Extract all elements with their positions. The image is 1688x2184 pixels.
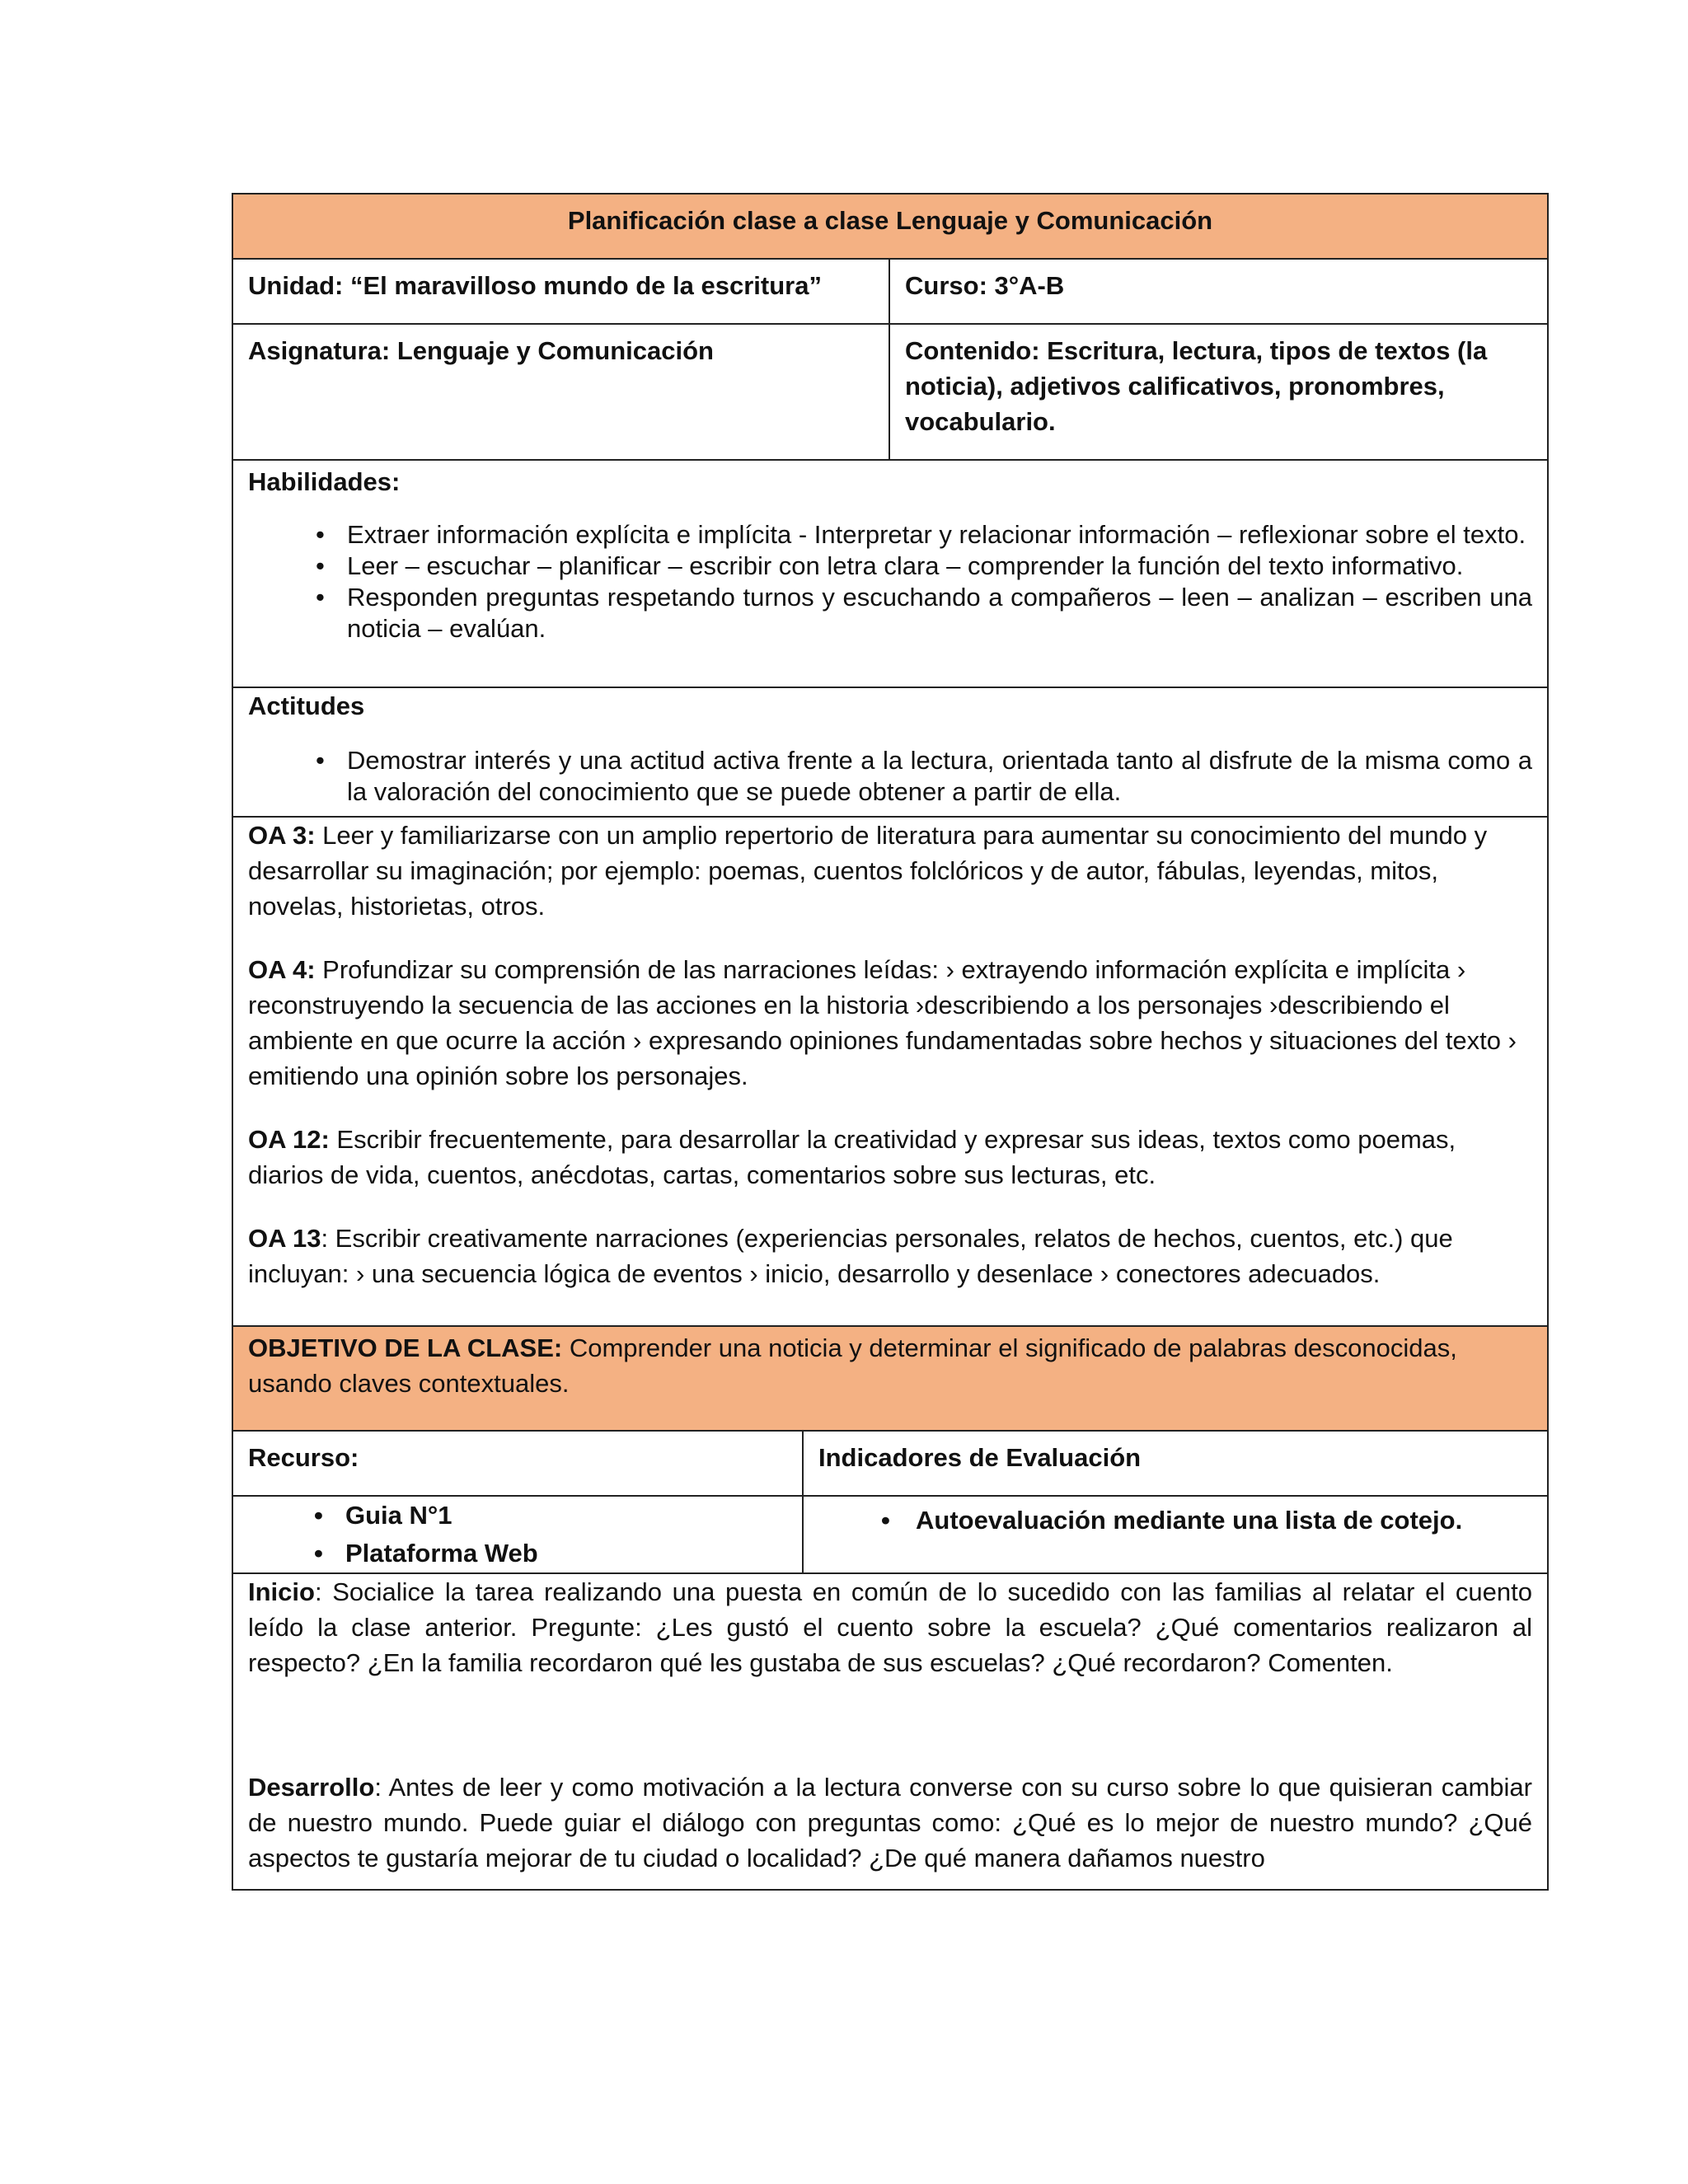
oa-code: OA 12: [248, 1125, 330, 1154]
skills-cell [233, 461, 1547, 687]
oa-text: : Escribir creativamente narraciones (experiencias personales, relatos de hechos, cuentos, etc.) que incluyan: › una secuencia lógica de eventos › inicio, desarrollo y desenlace › conectores adecuados. [248, 1224, 1453, 1288]
unit-cell: Unidad: “El maravilloso mundo de la escritura” [248, 271, 822, 300]
resources-items-row [233, 1497, 1549, 1574]
list-item: • Responden preguntas respetando turnos y escuchando a compañeros – leen – analizan – escriben una noticia – evalúan. [248, 582, 1532, 644]
course-cell: Curso: 3°A-B [889, 260, 1547, 323]
indicators-list [818, 1505, 1532, 1536]
list-item: • Leer – escuchar – planificar – escribir con letra clara – comprender la función del texto informativo. [248, 551, 1532, 582]
oa-paragraph [248, 952, 1532, 1094]
subject-row [233, 325, 1549, 461]
class-objective-text: Comprender una noticia y determinar el significado de palabras desconocidas, usando claves contextuales. [248, 1333, 1457, 1398]
oa-text: Profundizar su comprensión de las narraciones leídas: › extrayendo información explícita e implícita › reconstruyendo la secuencia de las acciones en la historia ›describiendo a los personajes ›describiendo el ambiente en que ocurre la acción › expresando opiniones fundamentadas sobre hechos y situaciones del texto › emitiendo una opinión sobre los personajes. [248, 955, 1517, 1090]
oa-text: Escribir frecuentemente, para desarrollar la creatividad y expresar sus ideas, textos como poemas, diarios de vida, cuentos, anécdotas, cartas, comentarios sobre sus lecturas, etc. [248, 1125, 1456, 1189]
class-objective-cell [233, 1327, 1547, 1430]
lesson-plan-table [232, 193, 1549, 1891]
attitudes-cell [233, 688, 1547, 816]
list-item: • Guia N°1 [248, 1497, 787, 1535]
class-objective-row [233, 1327, 1549, 1432]
sequence-cell [233, 1574, 1547, 1889]
oa-code: OA 3: [248, 821, 316, 850]
list-item: • Extraer información explícita e implícita - Interpretar y relacionar información – reflexionar sobre el texto. [248, 519, 1532, 551]
objectives-cell [233, 818, 1547, 1325]
skills-list [248, 519, 1532, 644]
sequence-row [233, 1574, 1549, 1891]
page-title: Planificación clase a clase Lenguaje y Comunicación [233, 194, 1547, 258]
oa-paragraph [248, 1221, 1532, 1291]
skills-heading: Habilidades: [248, 467, 401, 496]
class-objective-label: OBJETIVO DE LA CLASE: [248, 1333, 563, 1362]
title-row [233, 194, 1549, 260]
attitudes-heading: Actitudes [248, 691, 365, 720]
content-cell: Contenido: Escritura, lectura, tipos de textos (la noticia), adjetivos calificativos, pronombres, vocabulario. [889, 325, 1547, 459]
subject-cell: Asignatura: Lenguaje y Comunicación [248, 336, 714, 365]
development-text: : Antes de leer y como motivación a la lectura converse con su curso sobre lo que quisieran cambiar de nuestro mundo. Puede guiar el diálogo con preguntas como: ¿Qué es lo mejor de nuestro mundo? ¿Qué aspectos te gustaría mejorar de tu ciudad o localidad? ¿De qué manera dañamos nuestro [248, 1773, 1532, 1872]
start-paragraph [248, 1574, 1532, 1680]
list-item: • Autoevaluación mediante una lista de cotejo. [818, 1505, 1532, 1536]
list-item: • Plataforma Web [248, 1535, 787, 1572]
oa-code: OA 4: [248, 955, 316, 984]
oa-paragraph [248, 818, 1532, 924]
unit-row [233, 260, 1549, 325]
attitudes-list [248, 745, 1532, 808]
skills-row [233, 461, 1549, 688]
resources-heading: Recurso: [248, 1443, 359, 1472]
indicators-heading: Indicadores de Evaluación [802, 1432, 1547, 1495]
oa-paragraph [248, 1122, 1532, 1193]
objectives-row [233, 818, 1549, 1327]
attitudes-row [233, 688, 1549, 818]
resources-list [248, 1497, 787, 1572]
development-label: Desarrollo [248, 1773, 375, 1802]
resources-heading-row [233, 1432, 1549, 1497]
list-item: • Demostrar interés y una actitud activa frente a la lectura, orientada tanto al disfrute de la misma como a la valoración del conocimiento que se puede obtener a partir de ella. [248, 745, 1532, 808]
resources-cell [233, 1497, 802, 1572]
start-text: : Socialice la tarea realizando una puesta en común de lo sucedido con las familias al relatar el cuento leído la clase anterior. Pregunte: ¿Les gustó el cuento sobre la escuela? ¿Qué comentarios realizaron al respecto? ¿En la familia recordaron qué les gustaba de sus escuelas? ¿Qué recordaron? Comenten. [248, 1577, 1532, 1677]
start-label: Inicio [248, 1577, 315, 1606]
oa-code: OA 13 [248, 1224, 321, 1253]
development-paragraph [248, 1769, 1532, 1876]
oa-text: Leer y familiarizarse con un amplio repertorio de literatura para aumentar su conocimiento del mundo y desarrollar su imaginación; por ejemplo: poemas, cuentos folclóricos y de autor, fábulas, leyendas, mitos, novelas, historietas, otros. [248, 821, 1488, 921]
indicators-cell [802, 1497, 1547, 1572]
